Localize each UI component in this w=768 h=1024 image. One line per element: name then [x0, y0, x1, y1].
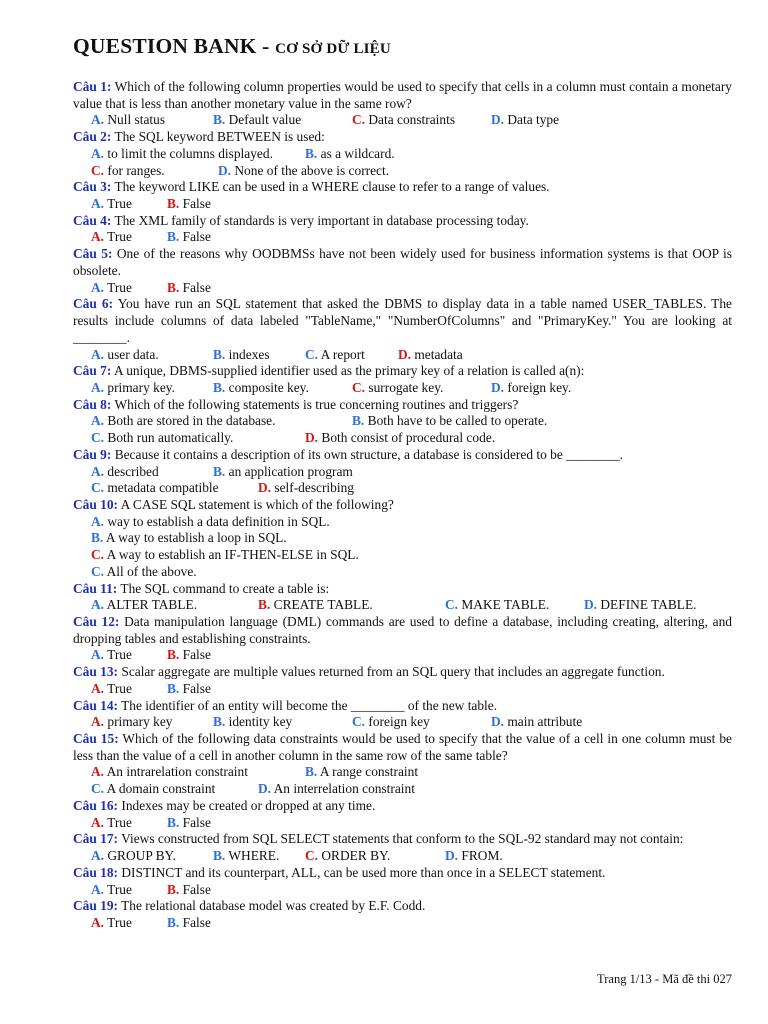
question-text: The XML family of standards is very important in database processing today.	[114, 212, 529, 228]
option-text: GROUP BY.	[107, 848, 176, 864]
option-text: identity key	[228, 714, 293, 730]
option-letter: A.	[91, 379, 105, 395]
question-text: Because it contains a description of its own structure, a database is considered to be ________.	[114, 446, 624, 462]
answer-option	[258, 480, 354, 497]
option-letter: C.	[91, 162, 105, 178]
question-text: The identifier of an entity will become the ________ of the new table.	[121, 697, 498, 713]
answer-option	[91, 413, 275, 430]
answer-row	[73, 146, 732, 163]
question-label: Câu 1:	[73, 79, 112, 94]
answer-option	[91, 764, 248, 781]
question-2	[73, 129, 732, 146]
answer-option	[91, 163, 165, 180]
option-text: True	[107, 680, 132, 696]
option-letter: B.	[167, 279, 180, 295]
answer-option	[91, 530, 287, 547]
answer-option	[91, 146, 273, 163]
answer-row	[73, 196, 732, 213]
answer-option	[91, 464, 159, 481]
question-text: One of the reasons why OODBMSs have not been widely used for business information systems is that OOP is obsolete.	[73, 246, 732, 278]
option-letter: A.	[91, 814, 105, 830]
option-letter: B.	[213, 112, 226, 128]
option-letter: C.	[91, 547, 105, 563]
option-text: A domain constraint	[106, 781, 216, 797]
question-5	[73, 246, 732, 279]
question-text: You have run an SQL statement that asked the DBMS to display data in a table named USER_TABLES. The results include columns of data labeled "TableName," "NumberOfColumns" and "PrimaryKey." You are looking at ________.	[73, 296, 732, 345]
option-letter: A.	[91, 346, 105, 362]
option-text: MAKE TABLE.	[461, 597, 550, 613]
option-letter: B.	[352, 413, 365, 429]
option-text: Data constraints	[368, 112, 456, 128]
option-letter: C.	[91, 563, 105, 579]
question-text: Indexes may be created or dropped at any time.	[121, 797, 376, 813]
answer-row	[73, 815, 732, 832]
question-label: Câu 4:	[73, 212, 112, 228]
option-letter: C.	[91, 430, 105, 446]
option-letter: B.	[91, 530, 104, 546]
option-letter: A.	[91, 413, 105, 429]
question-17	[73, 831, 732, 848]
question-label: Câu 15:	[73, 731, 119, 747]
answer-option	[258, 781, 415, 798]
option-letter: D.	[445, 848, 459, 864]
answer-option	[167, 882, 211, 899]
answer-option	[167, 915, 211, 932]
answer-option	[91, 112, 165, 129]
answer-option	[305, 347, 365, 364]
option-text: True	[107, 814, 132, 830]
option-text: False	[182, 914, 211, 930]
question-text: The keyword LIKE can be used in a WHERE clause to refer to a range of values.	[114, 179, 550, 195]
question-label: Câu 6:	[73, 296, 114, 312]
answer-row	[73, 530, 732, 547]
option-letter: B.	[213, 463, 226, 479]
option-letter: D.	[584, 597, 598, 613]
question-9	[73, 447, 732, 464]
question-13	[73, 664, 732, 681]
answer-option	[91, 547, 359, 564]
option-text: primary key.	[107, 379, 175, 395]
page-title	[73, 34, 391, 59]
answer-row	[73, 430, 732, 447]
question-label: Câu 19:	[73, 898, 119, 914]
answer-row	[73, 848, 732, 865]
option-text: for ranges.	[107, 162, 165, 178]
answer-option	[91, 229, 132, 246]
question-8	[73, 397, 732, 414]
question-label: Câu 8:	[73, 396, 112, 412]
option-letter: A.	[91, 112, 105, 128]
answer-row	[73, 514, 732, 531]
answer-row	[73, 547, 732, 564]
title-subtitle: CƠ SỞ DỮ LIỆU	[275, 41, 391, 57]
question-label: Câu 16:	[73, 797, 119, 813]
option-letter: A.	[91, 145, 105, 161]
question-4	[73, 213, 732, 230]
question-label: Câu 13:	[73, 664, 119, 680]
question-label: Câu 18:	[73, 864, 119, 880]
answer-option	[213, 380, 309, 397]
answer-option	[258, 597, 373, 614]
option-text: self-describing	[274, 480, 354, 496]
answer-option	[305, 764, 418, 781]
answer-row	[73, 882, 732, 899]
question-3	[73, 179, 732, 196]
question-label: Câu 7:	[73, 363, 112, 379]
answer-option	[167, 681, 211, 698]
question-label: Câu 5:	[73, 246, 113, 262]
option-text: True	[107, 914, 132, 930]
answer-option	[213, 464, 353, 481]
option-text: Data type	[507, 112, 560, 128]
option-letter: D.	[491, 714, 505, 730]
question-label: Câu 2:	[73, 129, 112, 145]
option-letter: D.	[398, 346, 412, 362]
question-text: Which of the following data constraints would be used to specify that the value of a cell in one column must be less than the value of a cell in another column in the same row of the same table?	[73, 731, 732, 763]
question-15	[73, 731, 732, 764]
option-letter: D.	[491, 112, 505, 128]
answer-row	[73, 597, 732, 614]
option-letter: C.	[305, 848, 319, 864]
answer-option	[167, 815, 211, 832]
option-letter: C.	[91, 480, 105, 496]
answer-row	[73, 915, 732, 932]
option-letter: B.	[167, 647, 180, 663]
answer-option	[213, 347, 270, 364]
question-text: Data manipulation language (DML) commands are used to define a database, including creating, altering, and dropping tables and establishing constraints.	[73, 614, 732, 646]
option-text: ORDER BY.	[321, 848, 391, 864]
option-text: False	[182, 279, 211, 295]
answer-option	[398, 347, 463, 364]
answer-option	[352, 413, 547, 430]
option-letter: A.	[91, 463, 105, 479]
answer-option	[91, 882, 132, 899]
option-letter: C.	[305, 346, 319, 362]
option-letter: B.	[167, 814, 180, 830]
title-main: QUESTION BANK -	[73, 34, 276, 58]
answer-option	[445, 597, 549, 614]
answer-option	[305, 146, 395, 163]
answer-option	[91, 564, 197, 581]
question-text: Which of the following column properties would be used to specify that cells in a column must contain a monetary value that is less than another monetary value in the same row?	[73, 79, 732, 111]
option-text: None of the above is correct.	[234, 162, 390, 178]
option-text: False	[182, 814, 211, 830]
option-letter: B.	[167, 881, 180, 897]
option-text: WHERE.	[228, 848, 280, 864]
option-letter: A.	[91, 881, 105, 897]
option-letter: A.	[91, 714, 105, 730]
option-text: A report	[320, 346, 365, 362]
question-11	[73, 581, 732, 598]
option-letter: D.	[218, 162, 232, 178]
answer-option	[91, 781, 215, 798]
question-text: Scalar aggregate are multiple values returned from an SQL query that includes an aggregate function.	[121, 664, 665, 680]
option-text: surrogate key.	[368, 379, 444, 395]
option-text: True	[107, 279, 132, 295]
answer-option	[91, 597, 197, 614]
question-10	[73, 497, 732, 514]
answer-option	[91, 280, 132, 297]
question-label: Câu 3:	[73, 179, 112, 195]
option-letter: A.	[91, 196, 105, 212]
option-letter: B.	[167, 680, 180, 696]
answer-row	[73, 647, 732, 664]
option-text: Default value	[228, 112, 302, 128]
question-label: Câu 11:	[73, 580, 118, 596]
question-text: The SQL keyword BETWEEN is used:	[114, 129, 325, 145]
option-letter: B.	[167, 914, 180, 930]
option-letter: B.	[213, 346, 226, 362]
option-letter: C.	[445, 597, 459, 613]
option-letter: D.	[258, 781, 272, 797]
option-text: Both are stored in the database.	[107, 413, 276, 429]
option-text: True	[107, 647, 132, 663]
answer-option	[167, 647, 211, 664]
answer-option	[91, 480, 219, 497]
option-letter: B.	[258, 597, 271, 613]
option-letter: A.	[91, 680, 105, 696]
question-text: Which of the following statements is true concerning routines and triggers?	[114, 396, 519, 412]
answer-row	[73, 781, 732, 798]
option-text: primary key	[107, 714, 173, 730]
option-text: FROM.	[461, 848, 503, 864]
answer-option	[91, 647, 132, 664]
answer-option	[167, 229, 211, 246]
answer-option	[352, 380, 443, 397]
answer-option	[91, 915, 132, 932]
option-text: foreign key.	[507, 379, 572, 395]
answer-row	[73, 229, 732, 246]
option-letter: A.	[91, 597, 105, 613]
answer-option	[91, 848, 176, 865]
option-text: DEFINE TABLE.	[600, 597, 697, 613]
option-text: An intrarelation constraint	[106, 764, 248, 780]
question-text: The SQL command to create a table is:	[120, 580, 330, 596]
option-text: All of the above.	[106, 563, 197, 579]
option-text: True	[107, 881, 132, 897]
option-letter: A.	[91, 513, 105, 529]
option-letter: B.	[167, 229, 180, 245]
option-letter: A.	[91, 848, 105, 864]
question-label: Câu 12:	[73, 614, 120, 629]
answer-option	[91, 347, 159, 364]
answer-row	[73, 464, 732, 481]
question-text: The relational database model was created by E.F. Codd.	[121, 898, 426, 914]
option-text: A way to establish an IF-THEN-ELSE in SQL.	[106, 547, 359, 563]
answer-row	[73, 112, 732, 129]
answer-option	[445, 848, 503, 865]
answer-option	[213, 112, 301, 129]
answer-option	[352, 112, 455, 129]
option-text: user data.	[107, 346, 159, 362]
option-text: indexes	[228, 346, 270, 362]
option-letter: D.	[305, 430, 319, 446]
option-text: False	[182, 881, 211, 897]
answer-row	[73, 380, 732, 397]
answer-option	[91, 815, 132, 832]
option-text: way to establish a data definition in SQL.	[107, 513, 330, 529]
option-letter: C.	[352, 379, 366, 395]
question-14	[73, 698, 732, 715]
answer-option	[491, 714, 582, 731]
question-12	[73, 614, 732, 647]
option-text: ALTER TABLE.	[106, 597, 198, 613]
question-text: Views constructed from SQL SELECT statements that conform to the SQL-92 standard may not contain:	[121, 831, 684, 847]
question-text: A unique, DBMS-supplied identifier used as the primary key of a relation is called a(n):	[113, 363, 585, 379]
option-text: to limit the columns displayed.	[107, 145, 273, 161]
option-text: an application program	[228, 463, 353, 479]
answer-row	[73, 764, 732, 781]
answer-row	[73, 564, 732, 581]
answer-row	[73, 413, 732, 430]
answer-option	[91, 681, 132, 698]
question-label: Câu 10:	[73, 496, 119, 512]
question-19	[73, 898, 732, 915]
answer-option	[305, 848, 390, 865]
option-letter: D.	[258, 480, 272, 496]
option-letter: A.	[91, 279, 105, 295]
option-letter: B.	[305, 145, 318, 161]
option-letter: C.	[91, 781, 105, 797]
question-text: A CASE SQL statement is which of the following?	[120, 496, 394, 512]
option-text: False	[182, 647, 211, 663]
option-text: described	[107, 463, 159, 479]
answer-option	[91, 380, 175, 397]
option-text: Both consist of procedural code.	[321, 430, 496, 446]
option-letter: D.	[491, 379, 505, 395]
page-footer: Trang 1/13 - Mã đề thi 027	[597, 972, 732, 986]
answer-row	[73, 681, 732, 698]
answer-option	[167, 280, 211, 297]
answer-option	[91, 196, 132, 213]
option-text: main attribute	[507, 714, 583, 730]
option-text: A range constraint	[319, 764, 419, 780]
answer-option	[491, 112, 559, 129]
answer-option	[91, 714, 172, 731]
question-6	[73, 296, 732, 346]
question-label: Câu 17:	[73, 831, 119, 847]
answer-row	[73, 714, 732, 731]
question-1	[73, 79, 732, 112]
option-letter: B.	[213, 379, 226, 395]
option-text: False	[182, 229, 211, 245]
option-text: Null status	[107, 112, 166, 128]
answer-option	[167, 196, 211, 213]
option-letter: C.	[352, 714, 366, 730]
answer-option	[305, 430, 495, 447]
option-letter: B.	[213, 848, 226, 864]
answer-option	[218, 163, 389, 180]
option-text: True	[107, 229, 132, 245]
answer-option	[213, 714, 292, 731]
option-text: A way to establish a loop in SQL.	[105, 530, 287, 546]
option-text: metadata	[414, 346, 463, 362]
option-letter: B.	[167, 196, 180, 212]
option-letter: C.	[352, 112, 366, 128]
answer-row	[73, 480, 732, 497]
option-text: composite key.	[228, 379, 309, 395]
answer-row	[73, 347, 732, 364]
option-letter: A.	[91, 647, 105, 663]
answer-option	[91, 430, 233, 447]
option-text: metadata compatible	[107, 480, 219, 496]
answer-row	[73, 163, 732, 180]
option-text: True	[107, 196, 132, 212]
answer-option	[584, 597, 697, 614]
answer-option	[352, 714, 430, 731]
question-18	[73, 865, 732, 882]
answer-row	[73, 280, 732, 297]
option-text: An interrelation constraint	[273, 781, 415, 797]
question-label: Câu 14:	[73, 697, 119, 713]
question-label: Câu 9:	[73, 446, 112, 462]
option-text: False	[182, 196, 211, 212]
answer-option	[213, 848, 279, 865]
option-text: CREATE TABLE.	[273, 597, 373, 613]
answer-option	[91, 514, 330, 531]
option-letter: A.	[91, 229, 105, 245]
option-text: Both run automatically.	[107, 430, 234, 446]
option-text: False	[182, 680, 211, 696]
option-text: foreign key	[368, 714, 430, 730]
option-text: as a wildcard.	[320, 145, 395, 161]
option-letter: B.	[305, 764, 318, 780]
question-text: DISTINCT and its counterpart, ALL, can be used more than once in a SELECT statement.	[121, 864, 606, 880]
question-16	[73, 798, 732, 815]
question-7	[73, 363, 732, 380]
option-letter: A.	[91, 764, 105, 780]
answer-option	[491, 380, 571, 397]
option-letter: B.	[213, 714, 226, 730]
option-text: Both have to be called to operate.	[367, 413, 548, 429]
question-list	[73, 79, 732, 932]
option-letter: A.	[91, 914, 105, 930]
